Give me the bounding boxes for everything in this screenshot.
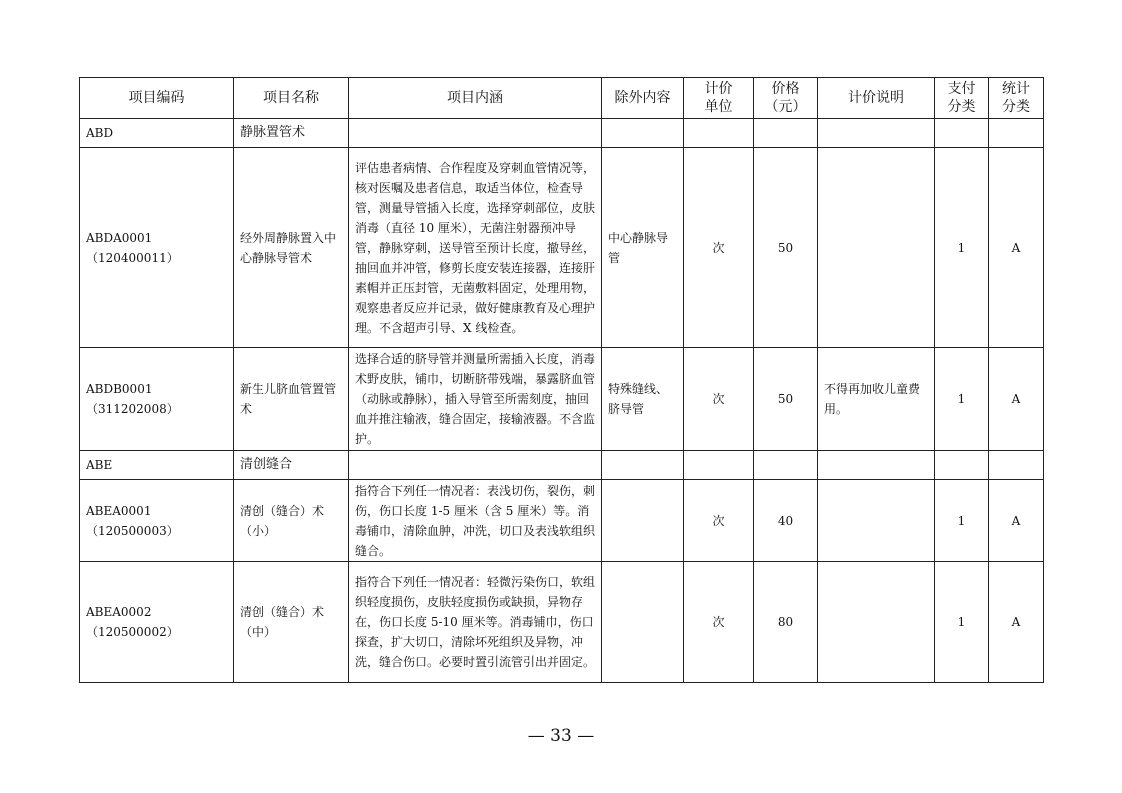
item-unit: 次 [684,148,754,348]
item-price: 50 [754,148,818,348]
empty-cell [818,119,935,148]
table-row [80,562,1044,683]
item-content: 指符合下列任一情况者：表浅切伤，裂伤，刺伤，伤口长度 1-5 厘米（含 5 厘米）等。消毒铺巾，清除血肿，冲洗，切口及表浅软组织缝合。 [349,480,602,562]
category-code: ABD [80,119,234,148]
category-code: ABE [80,451,234,480]
category-row [80,119,1044,148]
category-row [80,451,1044,480]
header-price-line1: 价格 [771,81,800,97]
item-price: 50 [754,348,818,451]
header-pay [935,78,989,119]
empty-cell [754,119,818,148]
empty-cell [935,119,989,148]
item-stat: A [989,148,1044,348]
category-name: 静脉置管术 [234,119,349,148]
item-exclude: 中心静脉导管 [602,148,684,348]
empty-cell [935,451,989,480]
table-row [80,148,1044,348]
item-pay: 1 [935,148,989,348]
item-exclude [602,562,684,683]
header-stat [989,78,1044,119]
empty-cell [349,119,602,148]
item-code: ABEA0002（120500002） [80,562,234,683]
empty-cell [684,451,754,480]
table-row [80,348,1044,451]
item-unit: 次 [684,480,754,562]
item-price: 80 [754,562,818,683]
item-note [818,562,935,683]
item-pay: 1 [935,562,989,683]
page-number: — 33 — [527,726,595,746]
item-unit: 次 [684,562,754,683]
header-exclude: 除外内容 [602,78,684,119]
item-name: 清创（缝合）术（小） [234,480,349,562]
empty-cell [602,119,684,148]
item-exclude: 特殊缝线、脐导管 [602,348,684,451]
header-row [80,78,1044,119]
item-unit: 次 [684,348,754,451]
header-unit-line2: 单位 [704,99,733,115]
item-note: 不得再加收儿童费用。 [818,348,935,451]
item-code: ABDB0001（311202008） [80,348,234,451]
empty-cell [989,451,1044,480]
item-name: 新生儿脐血管置管术 [234,348,349,451]
header-unit-line1: 计价 [704,81,733,97]
header-note: 计价说明 [818,78,935,119]
header-code: 项目编码 [80,78,234,119]
item-content: 指符合下列任一情况者：轻微污染伤口，软组织轻度损伤，皮肤轻度损伤或缺损，异物存在，伤口长度 5-10 厘米等。消毒铺巾，伤口探查，扩大切口，清除坏死组织及异物，冲洗，缝合伤口。必要时置引流管引出并固定。 [349,562,602,683]
item-content: 选择合适的脐导管并测量所需插入长度，消毒术野皮肤，铺巾，切断脐带残端，暴露脐血管（动脉或静脉），插入导管至所需刻度，抽回血并推注输液，缝合固定，接输液器。不含监护。 [349,348,602,451]
item-exclude [602,480,684,562]
item-name: 清创（缝合）术（中） [234,562,349,683]
header-price [754,78,818,119]
empty-cell [754,451,818,480]
empty-cell [602,451,684,480]
item-pay: 1 [935,348,989,451]
category-name: 清创缝合 [234,451,349,480]
header-content: 项目内涵 [349,78,602,119]
item-note [818,148,935,348]
item-stat: A [989,480,1044,562]
header-unit [684,78,754,119]
item-note [818,480,935,562]
header-pay-line2: 分类 [947,99,976,115]
item-code: ABDA0001（120400011） [80,148,234,348]
item-stat: A [989,562,1044,683]
header-pay-line1: 支付 [947,81,976,97]
item-code: ABEA0001（120500003） [80,480,234,562]
header-stat-line1: 统计 [1002,81,1030,97]
empty-cell [349,451,602,480]
table-row [80,480,1044,562]
header-name: 项目名称 [234,78,349,119]
item-stat: A [989,348,1044,451]
item-name: 经外周静脉置入中心静脉导管术 [234,148,349,348]
item-pay: 1 [935,480,989,562]
item-price: 40 [754,480,818,562]
pricing-table [79,77,1044,683]
empty-cell [818,451,935,480]
empty-cell [989,119,1044,148]
header-price-line2: （元） [764,99,807,115]
empty-cell [684,119,754,148]
header-stat-line2: 分类 [1002,99,1030,115]
item-content: 评估患者病情、合作程度及穿刺血管情况等，核对医嘱及患者信息，取适当体位，检查导管，测量导管插入长度，选择穿刺部位，皮肤消毒（直径 10 厘米），无菌注射器预冲导管，静脉穿刺，送导管至预计长度，撤导丝，抽回血并冲管，修剪长度安装连接器，连接肝素帽并正压封管，无菌敷料固定，处理用物，观察患者反应并记录，做好健康教育及心理护理。不含超声引导、X 线检查。 [349,148,602,348]
